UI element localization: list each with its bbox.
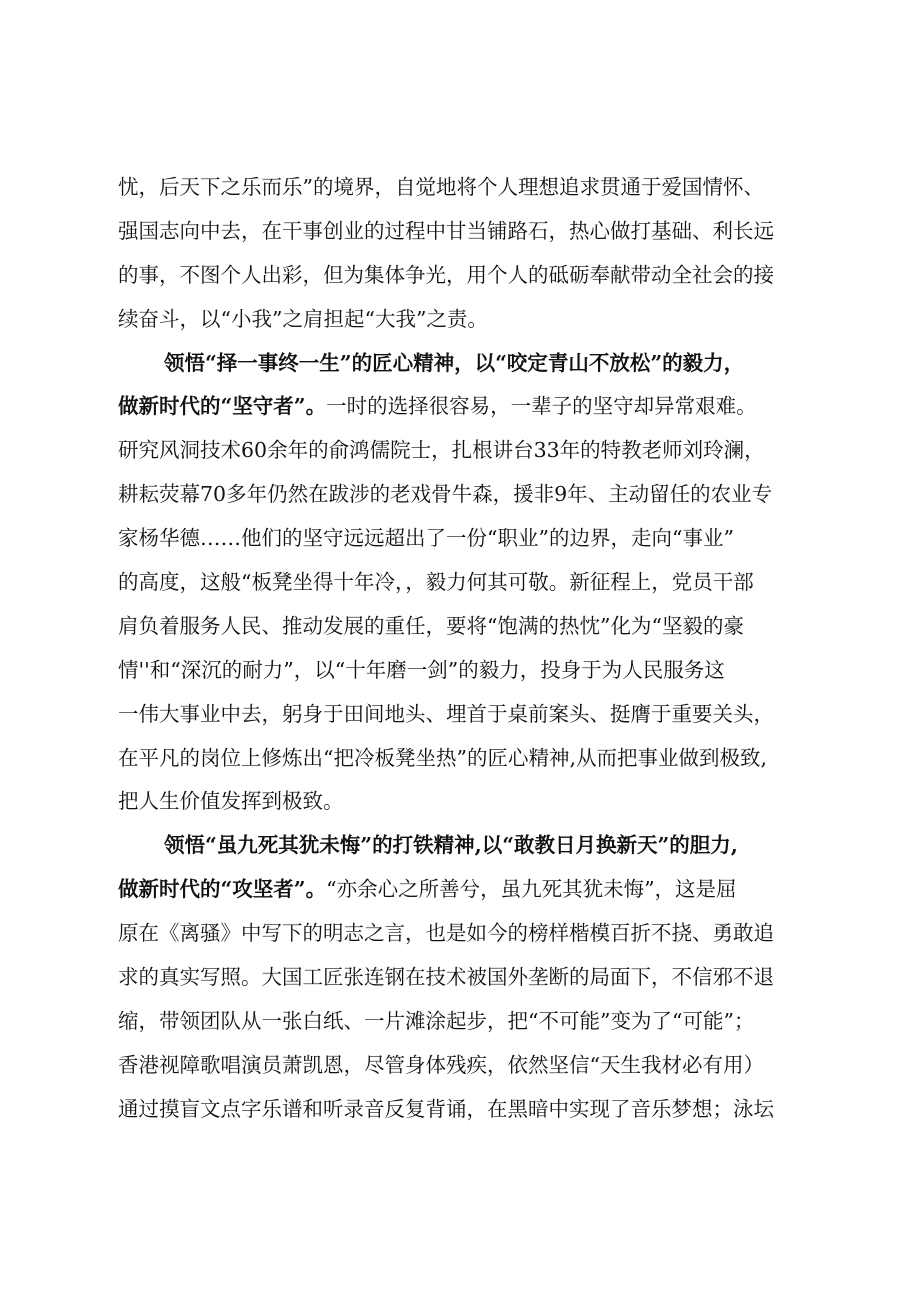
paragraph-2-line: 家杨华德……他们的坚守远远超出了一份“职业”的边界，走向“事业” (118, 526, 734, 551)
paragraph-3-line: 通过摸盲文点字乐谱和听录音反复背诵，在黑暗中实现了音乐梦想；泳坛 (118, 1096, 774, 1121)
paragraph-3-heading: 领悟“虽九死其犹未悔”的打铁精神,以“敢教日月换新天”的胆力, (164, 833, 738, 858)
document-body (118, 166, 838, 1132)
paragraph-3-line-rest: “亦余心之所善兮，虽九死其犹未悔”，这是屈 (326, 877, 737, 902)
paragraph-3-line: 求的真实写照。大国工匠张连钢在技术被国外垄断的局面下，不信邪不退 (118, 965, 774, 990)
paragraph-1-line: 的事，不图个人出彩，但为集体争光，用个人的砥砺奉献带动全社会的接 (118, 262, 774, 287)
paragraph-3-line: 缩，带领团队从一张白纸、一片滩涂起步，把“不可能”变为了“可能”； (118, 1008, 755, 1033)
paragraph-2-line: 一伟大事业中去，躬身于田间地头、埋首于桌前案头、挺膺于重要关头， (118, 701, 774, 726)
paragraph-2-line: 肩负着服务人民、推动发展的重任，要将“饱满的热忱”化为“坚毅的豪 (118, 613, 744, 638)
paragraph-2-line: 耕耘荧幕70多年仍然在跋涉的老戏骨牛森，援非9年、主动留任的农业专 (118, 482, 773, 507)
paragraph-3-heading-end: 做新时代的“攻坚者”。 (118, 877, 327, 902)
paragraph-2-line: 研究风洞技术60余年的俞鸿儒院士，扎根讲台33年的特教老师刘玲澜， (118, 438, 765, 463)
paragraph-2-line: 的高度，这般“板凳坐得十年冷，，毅力何其可敬。新征程上，党员干部 (118, 570, 754, 595)
paragraph-2-line (118, 385, 838, 429)
paragraph-3-line (118, 868, 838, 912)
paragraph-2-line: 把人生价值发挥到极致。 (118, 789, 344, 814)
paragraph-1-line: 续奋斗，以“小我”之肩担起“大我”之责。 (118, 306, 488, 331)
paragraph-1-line: 强国志向中去，在干事创业的过程中甘当铺路石，热心做打基础、利长远 (118, 218, 774, 243)
paragraph-3-line: 原在《离骚》中写下的明志之言，也是如今的榜样楷模百折不挠、勇敢追 (118, 921, 774, 946)
paragraph-2-heading: 领悟“择一事终一生”的匠心精神，以“咬定青山不放松”的毅力， (164, 350, 745, 375)
paragraph-2-line-rest: 一时的选择很容易，一辈子的坚守却异常艰难。 (326, 394, 757, 419)
paragraph-3-line: 香港视障歌唱演员萧凯恩，尽管身体残疾，依然坚信“天生我材必有用） (118, 1052, 764, 1077)
paragraph-2-heading-end: 做新时代的“坚守者”。 (118, 394, 327, 419)
paragraph-1-line: 忧，后天下之乐而乐”的境界，自觉地将个人理想追求贯通于爱国情怀、 (118, 175, 764, 199)
paragraph-2-line: 在平凡的岗位上修炼出“把冷板凳坐热”的匠心精神,从而把事业做到极致, (118, 745, 767, 770)
paragraph-2-line: 情''和“深沉的耐力”，以“十年磨一剑”的毅力，投身于为人民服务这 (118, 657, 725, 682)
